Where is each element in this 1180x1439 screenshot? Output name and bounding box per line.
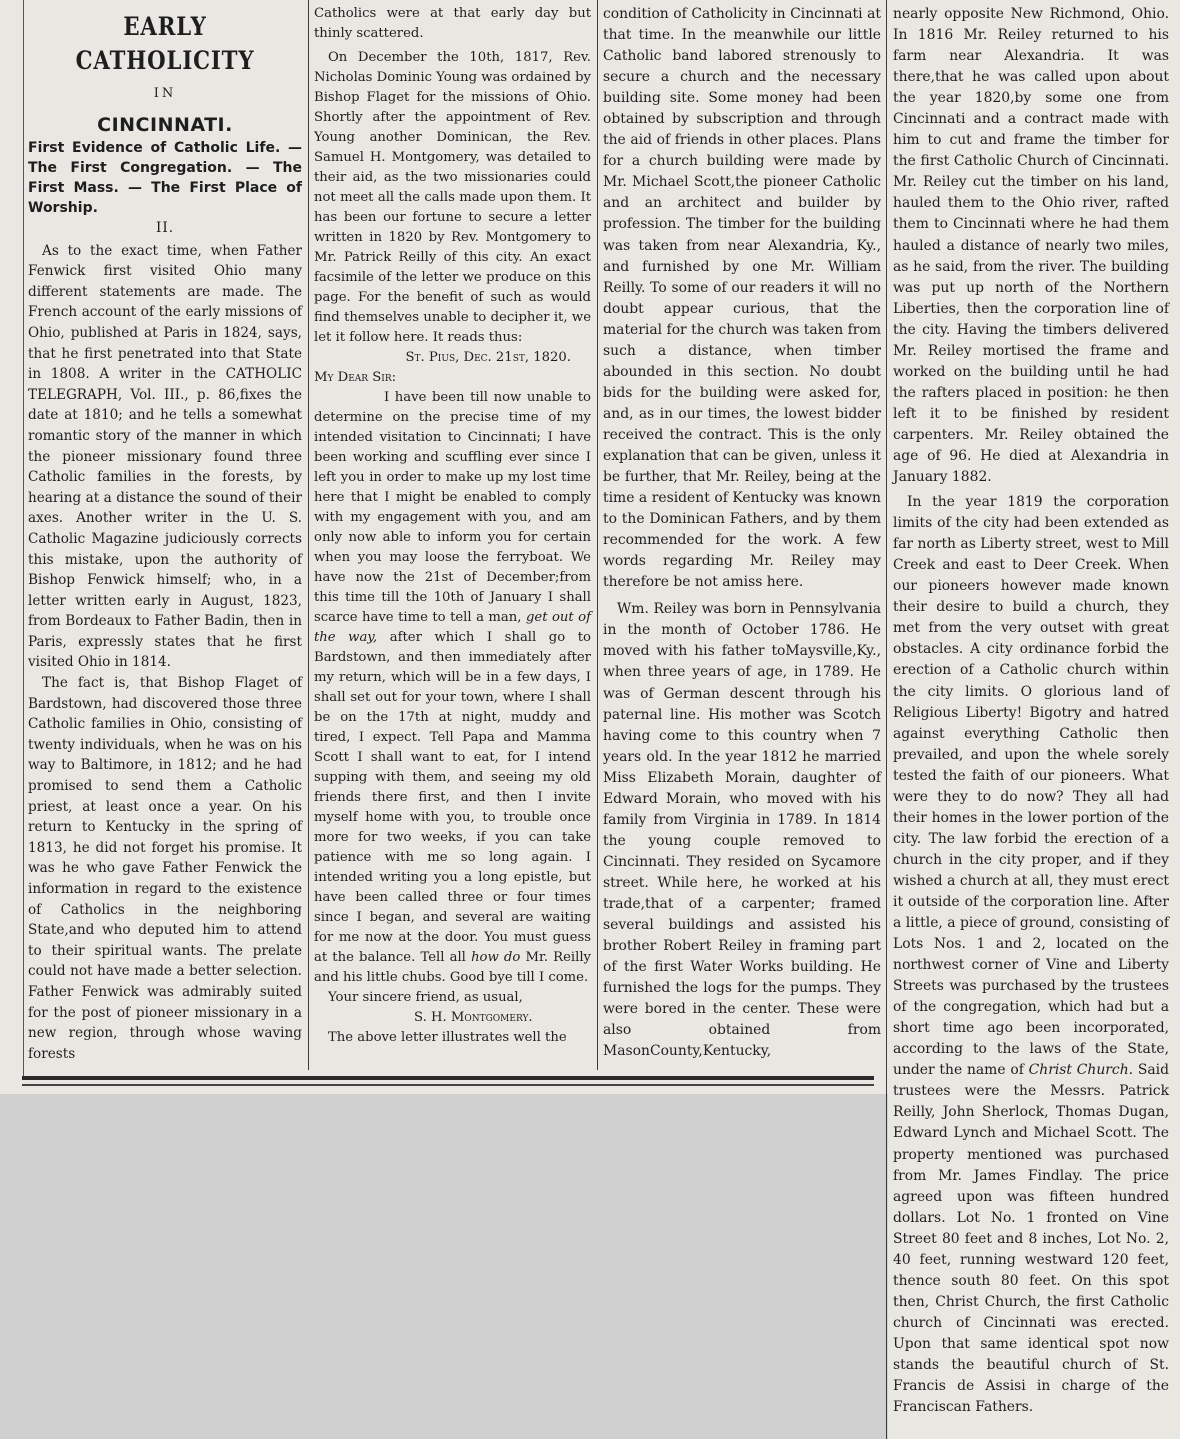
article-column-1 [28,4,302,1064]
letter-body: I have been till now unable to determine on the precise time of my intended visitation to Cincinnati; I have been working and scuffling ever since I left you in order to make up my lost time here that I might be enabled to comply with my engagement with you, and am only now able to inform you for certain when you may loose the ferryboat. We have now the 21st of December;from this time till the 10th of January I shall scarce have time to tell a man, get out of the way, after which I shall go to Bardstown, and then immediately after my return, which will be in a few days, I shall set out for your town, where I shall be on the 17th at night, muddy and tired, I expect. Tell Papa and Mamma Scott I shall want to eat, for I intend supping with them, and seeing my old friends there first, and then I invite myself home with you, to trouble once more for two weeks, if you can take patience with me so long again. I intended writing you a long epistle, but have been called three or four times since I began, and several are waiting for me now at the door. You must guess at the balance. Tell all how do Mr. Reilly and his little chubs. Good bye till I come. [314,390,591,985]
paragraph: Wm. Reiley was born in Pennsylvania in the month of October 1786. He moved with his father toMaysville,Ky., when three years of age, in 1789. He was of German descent through his paternal line. His mother was Scotch having come to this country when 7 years old. In the year 1812 he married Miss Elizabeth Morain, daughter of Edward Morain, who moved with his family from Virginia in 1789. In 1814 the young couple removed to Cincinnati. They resided on Sycamore street. While here, he worked at his trade,that of a carpenter; framed several buildings and assisted his brother Robert Reiley in framing part of the first Water Works building. He furnished the logs for the pumps. They were bored in the center. These were also obtained from MasonCounty,Kentucky, [603,601,881,1060]
letter-salutation: My Dear Sir: [314,370,397,385]
letter-dateline: St. Pius, Dec. 21st, 1820. [405,350,571,365]
headline-connector: IN [153,86,177,101]
letter-signature: S. H. Montgomery. [414,1010,533,1025]
bottom-rule [22,1084,874,1086]
paragraph: On December the 10th, 1817, Rev. Nicholas Dominic Young was ordained by Bishop Flaget for the missions of Ohio. Shortly after the appointment of Rev. Young another Dominican, the Rev. Samuel H. Montgomery, was detailed to their aid, as the two missionaries could not meet all the calls made upon them. It has been our fortune to secure a letter written in 1820 by Rev. Montgomery to Mr. Patrick Reilly of this city. An exact facsimile of the letter we produce on this page. For the benefit of such as would find themselves unable to decipher it, we let it follow here. It reads thus: [314,50,591,345]
subheadline-deck: First Evidence of Catholic Life. — The First Congregation. — The First Mass. — The First Place of Worship. [28,140,302,216]
column-rule [23,0,24,1080]
paragraph: nearly opposite New Richmond, Ohio. In 1816 Mr. Reiley returned to his farm near Alexandria. It was there,that he was called upon about the year 1820,by some one from Cincinnati and a contract made with him to cut and frame the timber for the first Catholic Church of Cincinnati. Mr. Reiley cut the timber on his land, hauled them to the Ohio river, rafted them to Cincinnati where he had them hauled a distance of nearly two miles, as he said, from the river. The building was put up north of the Northern Liberties, then the corporation line of the city. Having the timbers delivered Mr. Reiley mortised the frame and worked on the building until he had the rafters placed in position: he then left it to be finished by resident carpenters. Mr. Reiley obtained the age of 96. He died at Alexandria in January 1882. [893,6,1169,486]
paragraph: In the year 1819 the corporation limits of the city had been extended as far north as Liberty street, west to Mill Creek and east to Deer Creek. When our pioneers however made known their desire to build a church, they met from the very outset with great obstacles. A city ordinance forbid the erection of a Catholic church within the city limits. O glorious land of Religious Liberty! Bigotry and hatred against everything Catholic then prevailed, and upon the whele sorely tested the faith of our pioneers. What were they to do now? They all had their homes in the lower portion of the city. The law forbid the erection of a church in the city proper, and if they wished a church at all, they must erect it outside of the corporation line. After a little, a piece of ground, consisting of Lots Nos. 1 and 2, located on the northwest corner of Vine and Liberty Streets was purchased by the trustees of the congregation, which had but a short time ago been incorporated, according to the laws of the State, under the name of Christ Church. Said trustees were the Messrs. Patrick Reilly, John Sherlock, Thomas Dugan, Edward Lynch and Michael Scott. The property mentioned was purchased from Mr. James Findlay. The price agreed upon was fifteen hundred dollars. Lot No. 1 fronted on Vine Street 80 feet and 8 inches, Lot No. 2, 40 feet, running westward 120 feet, thence south 80 feet. On this spot then, Christ Church, the first Catholic church of Cincinnati was erected. Upon that same identical spot now stands the beautiful church of St. Francis de Assisi in charge of the Franciscan Fathers. [893,494,1169,1416]
article-column-2 [314,4,591,1048]
part-number: II. [155,220,175,236]
paragraph: Catholics were at that early day but thinly scattered. [314,6,591,41]
paragraph: The above letter illustrates well the [328,1030,567,1045]
article-column-3 [603,4,881,1062]
headline: EARLY CATHOLICITY [75,12,255,75]
column-rule [886,0,887,1439]
column-rule [308,0,309,1070]
paragraph: The fact is, that Bishop Flaget of Bardstown, had discovered those three Catholic families in Ohio, consisting of twenty individuals, when he was on his way to Baltimore, in 1812; and he had promised to send them a Catholic priest, at least once a year. On his return to Kentucky in the spring of 1813, he did not forget his promise. It was he who gave Father Fenwick the information in regard to the existence of Catholics in the neighboring State,and who deputed him to attend to their spiritual wants. The prelate could not have made a better selection. Father Fenwick was admirably suited for the post of pioneer missionary in a new region, through whose waving forests [28,675,302,1062]
article-column-4 [893,4,1169,1418]
headline-city: CINCINNATI. [97,114,233,136]
letter-closing: Your sincere friend, as usual, [328,990,523,1005]
paragraph: As to the exact time, when Father Fenwick first visited Ohio many different statements are made. The French account of the early missions of Ohio, published at Paris in 1824, says, that he first penetrated into that State in 1808. A writer in the CATHOLIC TELEGRAPH, Vol. III., p. 86,fixes the date at 1810; and he tells a somewhat romantic story of the manner in which the pioneer missionary found three Catholic families in the forests, by hearing at a distance the sound of their axes. Another writer in the U. S. Catholic Magazine judiciously corrects this mistake, upon the authority of Bishop Fenwick himself; who, in a letter written early in August, 1823, from Bordeaux to Father Badin, then in Paris, expressly states that he first visited Ohio in 1814. [28,242,302,671]
bottom-rule [22,1076,874,1080]
column-rule [597,0,598,1070]
paragraph: condition of Catholicity in Cincinnati at that time. In the meanwhile our little Catholic band labored strenously to secure a church and the necessary building site. Some money had been obtained by subscription and through the aid of friends in other places. Plans for a church building were made by Mr. Michael Scott,the pioneer Catholic and an architect and builder by profession. The timber for the building was taken from near Alexandria, Ky., and furnished by one Mr. William Reilly. To some of our readers it will no doubt appear curious, that the material for the church was taken from such a distance, when timber abounded in this section. No doubt bids for the building were asked for, and, as in our times, the lowest bidder received the contract. This is the only explanation that can be given, unless it be further, that Mr. Reiley, being at the time a resident of Kentucky was known to the Dominican Fathers, and by them recommended for the work. A few words regarding Mr. Reiley may therefore be not amiss here. [603,6,881,591]
